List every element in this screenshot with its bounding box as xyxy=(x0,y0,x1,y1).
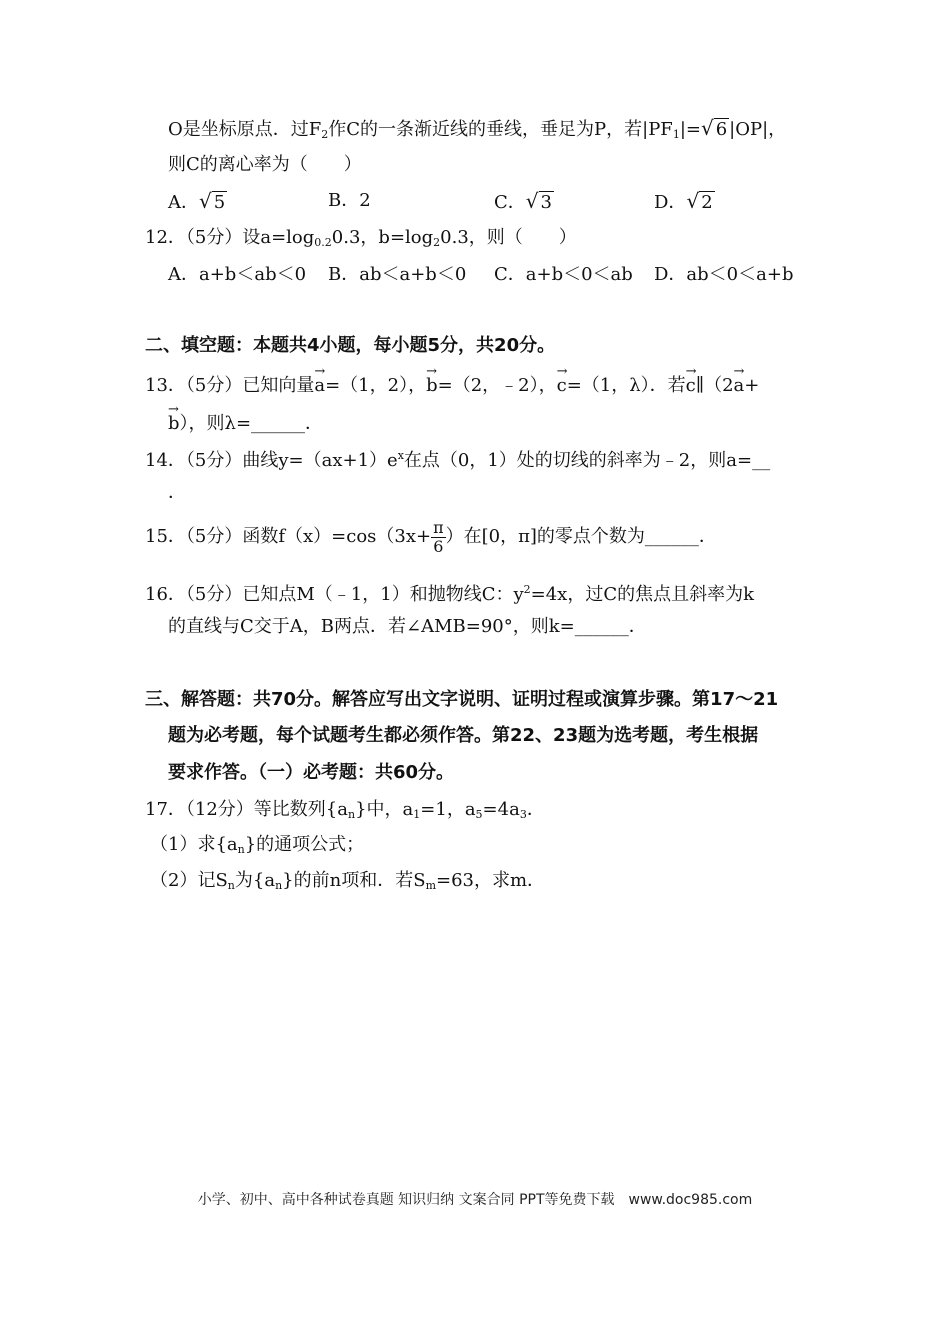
section3-heading-line2: 题为必考题，每个试题考生都必须作答。第22、23题为选考题，考生根据 xyxy=(168,725,759,746)
q13-line1: 13．（5分）已知向量→ a=（1，2），→ b=（2，﹣2），→ c=（1，λ）．若→ c∥（2→ a+ xyxy=(145,370,759,398)
page-footer: 小学、初中、高中各种试卷真题 知识归纳 文案合同 PPT等免费下载 www.doc985.com xyxy=(197,1192,753,1208)
q11-option-b: B．2 xyxy=(328,190,371,211)
sqrt-6: √ 6 xyxy=(700,116,728,140)
section3-heading-line3: 要求作答。（一）必考题：共60分。 xyxy=(168,762,455,783)
vector-b: → b xyxy=(168,408,180,436)
vector-b: → b xyxy=(426,370,438,398)
q12-option-b: B．ab＜a+b＜0 xyxy=(328,264,467,285)
q14-line2: ． xyxy=(168,482,186,503)
q17-part2: （2）记$S_n$为$\{a_n\}$的前n项和．若$S_m=63$，求m． xyxy=(150,870,546,892)
vector-c: → c xyxy=(557,370,567,398)
q12-option-a: A．a+b＜ab＜0 xyxy=(168,264,307,285)
q16-line2: 的直线与C交于A，B两点．若∠AMB=90°，则k=______． xyxy=(168,616,647,637)
q17-part1: （1）求$\{a_n\}$的通项公式； xyxy=(150,834,365,856)
q12-option-c: C．a+b＜0＜ab xyxy=(494,264,633,285)
section2-heading: 二、填空题：本题共4小题，每小题5分，共20分。 xyxy=(145,335,556,356)
q11-option-a: A．√ 5 xyxy=(168,189,226,213)
q11-line1: O是坐标原点．过$F_2$作C的一条渐近线的垂线，垂足为P，若$|PF_1|=√$ 6 |OP|， xyxy=(168,116,787,141)
section3-heading-line1: 三、解答题：共70分。解答应写出文字说明、证明过程或演算步骤。第17～21 xyxy=(145,689,779,710)
vector-a: → a xyxy=(734,370,745,398)
vector-a: → a xyxy=(314,370,325,398)
sqrt-3: √ 3 xyxy=(525,189,552,213)
q16-line1: 16．（5分）已知点M（﹣1，1）和抛物线C：$y^2=4x$，过C的焦点且斜率为k xyxy=(145,583,755,605)
q17-stem: 17．（12分）等比数列$\{a_n\}$中，$a_1=1$，$a_5=4a_3$． xyxy=(145,799,545,821)
vector-c: → c xyxy=(686,370,696,398)
q11-line2: 则C的离心率为（ ） xyxy=(168,154,362,175)
fraction-pi-over-6: $\frac{\pi}{6}$ xyxy=(433,517,444,556)
q14-line1: 14．（5分）曲线$y=(ax+1)e^x$在点（0，1）处的切线的斜率为﹣2，则a=__ xyxy=(145,449,771,471)
q13-line2: → b），则λ=______． xyxy=(168,408,323,436)
q12-stem: 12．（5分）设$a=\log_{0.2}0.3$，$b=\log_20.3$，则（ ） xyxy=(145,227,577,249)
sqrt-2: √ 2 xyxy=(686,189,713,213)
sqrt-5: √ 5 xyxy=(199,189,226,213)
q15-line: 15．（5分）函数f（x）=cos（3x+ $\frac{\pi}{6}$ ）在[0，π]的零点个数为______． xyxy=(145,517,717,556)
q11-option-d: D．√ 2 xyxy=(654,189,713,213)
q12-option-d: D．ab＜0＜a+b xyxy=(654,264,794,285)
q11-option-c: C．√ 3 xyxy=(494,189,552,213)
